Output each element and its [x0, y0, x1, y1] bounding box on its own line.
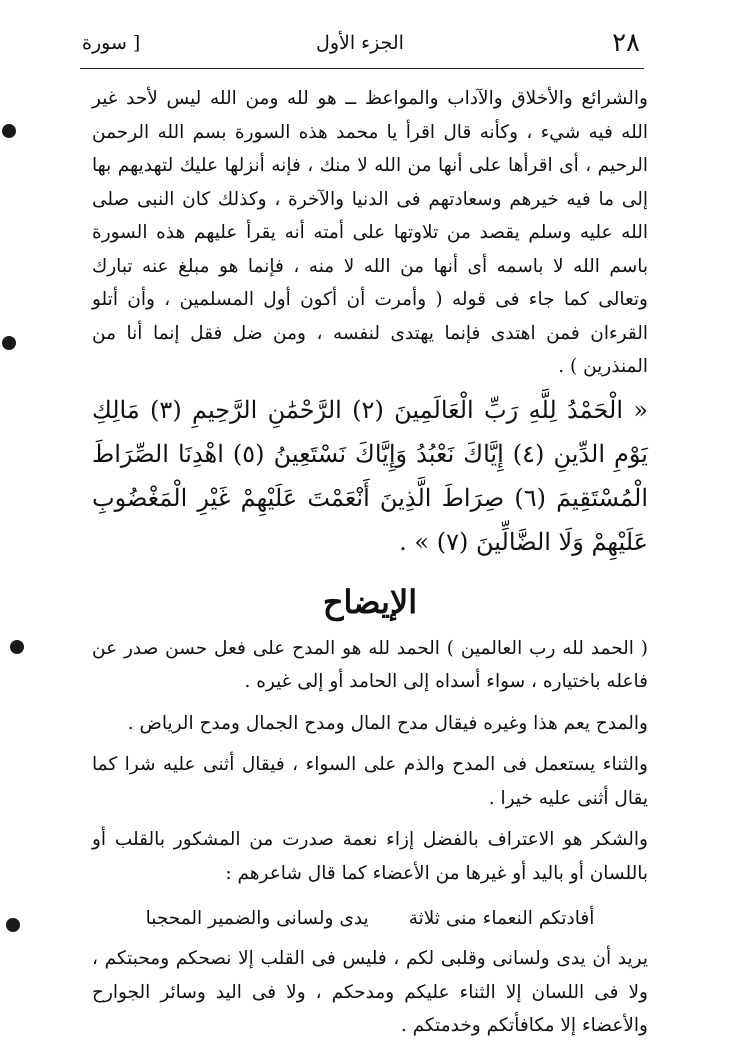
poetry-verse	[92, 902, 648, 936]
verse-first-hemistich: أفادتكم النعماء منى ثلاثة	[408, 908, 595, 929]
explanation-paragraph-3: والثناء يستعمل فى المدح والذم على السواء ، فيقال أثنى عليه شرا كما يقال أثنى عليه خيرا .	[92, 754, 648, 809]
page-number: ٢٨	[612, 28, 640, 58]
page-header	[80, 26, 640, 66]
part-title: الجزء الأول	[316, 32, 404, 54]
header-divider	[80, 68, 644, 69]
surah-label: [ سورة	[82, 32, 141, 54]
verse-second-hemistich: يدى ولسانى والضمير المحجبا	[145, 908, 369, 929]
explanation-paragraph-2: والمدح يعم هذا وغيره فيقال مدح المال ومدح الجمال ومدح الرياض .	[127, 712, 648, 734]
explanation-paragraph-1: ( الحمد لله رب العالمين ) الحمد لله هو المدح على فعل حسن صدر عن فاعله باختياره ، سواء أسداه إلى الحامد أو إلى غيره .	[92, 637, 648, 692]
margin-ink-mark	[2, 336, 16, 350]
intro-paragraph: والشرائع والأخلاق والآداب والمواعظ ــ هو لله ومن الله ليس لأحد غير الله فيه شيء ، وكأنه قال اقرأ يا محمد هذه السورة بسم الله الرحمن الرحيم ، أى اقرأها على أنها من الله لا منك ، فإنه أنزلها عليك لتهديهم بها إلى ما فيه خيرهم وسعادتهم فى الدنيا والآخرة ، وكذلك كان النبى صلى الله عليه وسلم يقصد من تلاوتها على أمته أنه يقرأ عليهم هذه السورة باسم الله لا باسمه أى أنها من الله لا منه ، فإنما هو مبلغ عنه تبارك وتعالى كما جاء فى قوله ( وأمرت أن أكون أول المسلمين ، وأن أتلو القرءان فمن اهتدى فإنما يهتدى لنفسه ، ومن ضل فقل إنما أنا من المنذرين ) .	[92, 88, 648, 377]
section-title: الإيضاح	[322, 582, 418, 621]
quran-verses: « الْحَمْدُ لِلَّهِ رَبِّ الْعَالَمِينَ (٢) الرَّحْمَٰنِ الرَّحِيمِ (٣) مَالِكِ يَوْمِ الدِّينِ (٤) إِيَّاكَ نَعْبُدُ وَإِيَّاكَ نَسْتَعِينُ (٥) اهْدِنَا الصِّرَاطَ الْمُسْتَقِيمَ (٦) صِرَاطَ الَّذِينَ أَنْعَمْتَ عَلَيْهِمْ غَيْرِ الْمَغْضُوبِ عَلَيْهِمْ وَلَا الضَّالِّينَ (٧) » .	[92, 395, 649, 556]
margin-ink-mark	[2, 124, 16, 138]
explanation-paragraph-4: والشكر هو الاعتراف بالفضل إزاء نعمة صدرت من المشكور بالقلب أو باللسان أو باليد أو غيرها من الأعضاء كما قال شاعرهم :	[92, 829, 648, 884]
margin-ink-mark	[6, 918, 20, 932]
page-body	[92, 82, 648, 1043]
final-paragraph: يريد أن يدى ولسانى وقلبى لكم ، فليس فى القلب إلا نصحكم ومحبتكم ، ولا فى اللسان إلا الثناء عليكم ومدحكم ، ولا فى اليد وسائر الجوارح والأعضاء إلا مكافأتكم وخدمتكم .	[92, 948, 648, 1036]
margin-ink-mark	[10, 640, 24, 654]
